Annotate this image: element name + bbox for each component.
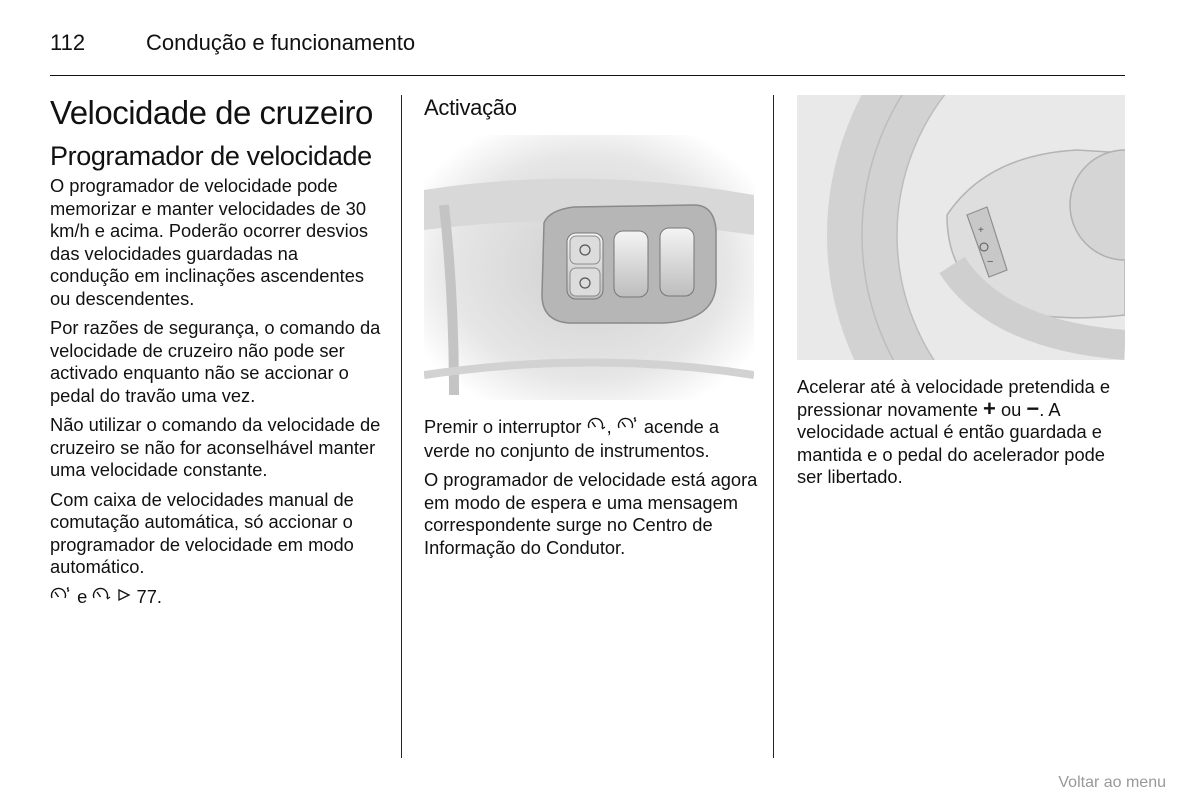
page-reference[interactable] <box>50 586 382 610</box>
accelerate-text: Acelerar até à velocidade pretendida e pressionar novamente <box>797 376 1111 420</box>
stored-speed-text: A velocidade actual é então guardada e mantida e o pedal do acelerador pode ser libertado. <box>797 398 1105 487</box>
paragraph: Com caixa de velocidades manual de comutação automática, só accionar o programador de velocidade em modo automático. <box>50 488 354 577</box>
column-2 <box>424 95 759 566</box>
subsection-title: Programador de velocidade <box>50 141 372 171</box>
activation-text-end: acende a verde no conjunto de instrumentos. <box>424 416 720 461</box>
column-divider <box>401 95 402 758</box>
cruise-control-set-icon <box>50 586 72 610</box>
cruise-control-set-icon <box>617 416 639 440</box>
page-header <box>50 24 1125 76</box>
svg-text:−: − <box>987 256 994 268</box>
or-text: ou <box>1000 398 1022 420</box>
column-divider <box>773 95 774 758</box>
header-rule <box>50 75 1125 76</box>
page-number: 112 <box>50 30 86 55</box>
reference-connector: e <box>77 585 88 607</box>
paragraph: O programador de velocidade pode memorizar e manter velocidades de 30 km/h e acima. Poderão ocorrer desvios das velocidades guardadas na condução em inclinações ascendentes ou descendentes. <box>50 175 369 309</box>
paragraph: O programador de velocidade está agora em modo de espera e uma mensagem correspondente surge no Centro de Informação do Condutor. <box>424 469 758 558</box>
steering-wheel-illustration <box>797 95 1125 360</box>
cruise-control-switch-illustration <box>424 135 754 400</box>
minus-icon: − <box>1026 395 1040 421</box>
section-title: Condução e funcionamento <box>146 30 416 55</box>
activation-text-start: Premir o interruptor <box>424 416 582 437</box>
page-title: Velocidade de cruzeiro <box>50 94 373 131</box>
paragraph: Acelerar até à velocidade pretendida e pressionar novamente + ou −. A velocidade actual é então guardada e mantida e o pedal do acelerador pode ser libertado. <box>797 376 1111 487</box>
cruise-control-icon <box>587 416 607 440</box>
reference-page: 77. <box>136 585 162 607</box>
cruise-control-icon <box>92 586 112 610</box>
paragraph: Não utilizar o comando da velocidade de cruzeiro se não for aconselhável manter uma velocidade constante. <box>50 414 381 480</box>
svg-text:+: + <box>978 225 984 236</box>
column-1 <box>50 95 382 616</box>
arrow-right-icon <box>117 587 131 610</box>
column-3 <box>797 95 1127 496</box>
plus-icon: + <box>982 395 996 421</box>
paragraph: Por razões de segurança, o comando da velocidade de cruzeiro não pode ser activado enquanto não se accionar o pedal do travão uma vez. <box>50 317 381 406</box>
back-to-menu-link[interactable]: Voltar ao menu <box>1058 774 1166 791</box>
section-heading: Activação <box>424 95 517 120</box>
paragraph: Premir o interruptor , acende a verde no conjunto de instrumentos. <box>424 416 720 461</box>
